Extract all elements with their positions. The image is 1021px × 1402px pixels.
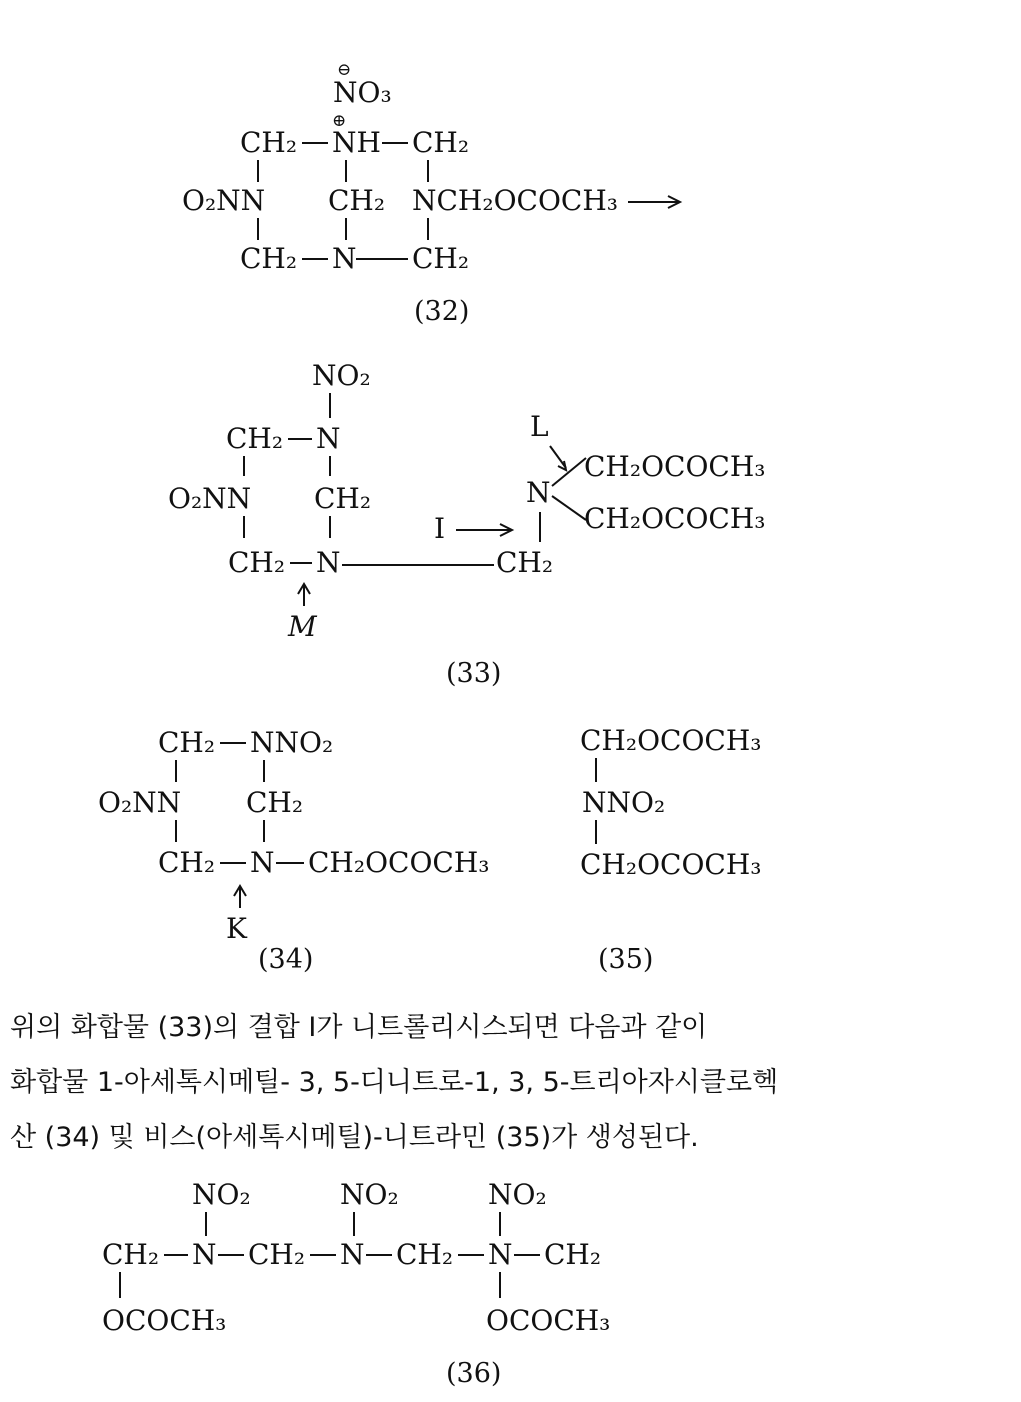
nitro-group-1: NO₂: [192, 1178, 251, 1211]
bond-m-marker: M: [288, 610, 317, 643]
nitro-group-3: NO₂: [488, 1178, 547, 1211]
bond-l-marker: L: [530, 410, 549, 443]
structure-35: [580, 724, 761, 975]
nitramine-group: NNO₂: [582, 786, 666, 819]
acetoxy-group-1: OCOCH₃: [102, 1304, 227, 1337]
plus-charge: ⊕: [332, 111, 347, 131]
ring-left-n-nitro: O₂NN: [98, 786, 182, 819]
top-ester-group: CH₂OCOCH₃: [580, 724, 762, 757]
structure-34: [98, 726, 489, 975]
ring-top-right-ch2: CH₂: [412, 126, 470, 159]
chain-n-2: N: [340, 1238, 365, 1271]
compound-label-34: (34): [258, 944, 314, 975]
ring-bottom-n: N: [316, 546, 341, 579]
bridge-ch2: CH₂: [496, 546, 554, 579]
paragraph-line-2: 화합물 1-아세톡시메틸- 3, 5-디니트로-1, 3, 5-트리아자시클로헥: [10, 1067, 779, 1098]
ring-top-left-ch2: CH₂: [240, 126, 298, 159]
chain-ch2-2: CH₂: [248, 1238, 306, 1271]
structure-33: [168, 359, 765, 689]
structure-36: [102, 1178, 610, 1389]
structure-32: [182, 60, 680, 327]
ring-center-ch2: CH₂: [246, 786, 304, 819]
compound-label-36: (36): [446, 1358, 502, 1389]
ring-bottom-right-ch2: CH₂: [412, 242, 470, 275]
bottom-ester-group: CH₂OCOCH₃: [580, 848, 762, 881]
chain-ch2-1: CH₂: [102, 1238, 160, 1271]
ring-nh: NH: [332, 126, 381, 159]
ring-left-n-nitro: O₂NN: [182, 184, 266, 217]
compound-label-32: (32): [414, 296, 470, 327]
paragraph-line-1: 위의 화합물 (33)의 결합 I가 니트롤리시스되면 다음과 같이: [10, 1012, 708, 1043]
nitrate-group: NO₃: [333, 76, 392, 109]
ring-left-n-nitro: O₂NN: [168, 482, 252, 515]
upper-ester-arm: CH₂OCOCH₃: [584, 450, 766, 483]
nitro-group-2: NO₂: [340, 1178, 399, 1211]
ring-top-nno2: NNO₂: [250, 726, 334, 759]
minus-charge: ⊖: [337, 60, 352, 80]
compound-label-35: (35): [598, 944, 654, 975]
chain-ch2-3: CH₂: [396, 1238, 454, 1271]
bond-k-marker: K: [226, 912, 247, 945]
right-n: N: [526, 476, 551, 509]
chain-n-1: N: [192, 1238, 217, 1271]
ring-bottom-left-ch2: CH₂: [240, 242, 298, 275]
compound-label-33: (33): [446, 658, 502, 689]
ring-bottom-n: N: [250, 846, 275, 879]
ring-bottom-ch2: CH₂: [158, 846, 216, 879]
lower-ester-arm: CH₂OCOCH₃: [584, 502, 766, 535]
top-nitro-group: NO₂: [312, 359, 371, 392]
ring-top-n: N: [316, 422, 341, 455]
bond-i-marker: I: [434, 512, 446, 545]
acetoxy-group-2: OCOCH₃: [486, 1304, 611, 1337]
ring-right-n-ester: NCH₂OCOCH₃: [412, 184, 618, 217]
ring-center-ch2: CH₂: [328, 184, 386, 217]
acetoxymethyl-group: CH₂OCOCH₃: [308, 846, 490, 879]
description-paragraph: [10, 1000, 990, 1165]
ring-center-ch2: CH₂: [314, 482, 372, 515]
paragraph-line-3: 산 (34) 및 비스(아세톡시메틸)-니트라민 (35)가 생성된다.: [10, 1122, 699, 1153]
chain-ch2-4: CH₂: [544, 1238, 602, 1271]
ring-top-ch2: CH₂: [158, 726, 216, 759]
ring-bottom-ch2: CH₂: [228, 546, 286, 579]
ring-bottom-n: N: [332, 242, 357, 275]
ring-top-ch2: CH₂: [226, 422, 284, 455]
chain-n-3: N: [488, 1238, 513, 1271]
